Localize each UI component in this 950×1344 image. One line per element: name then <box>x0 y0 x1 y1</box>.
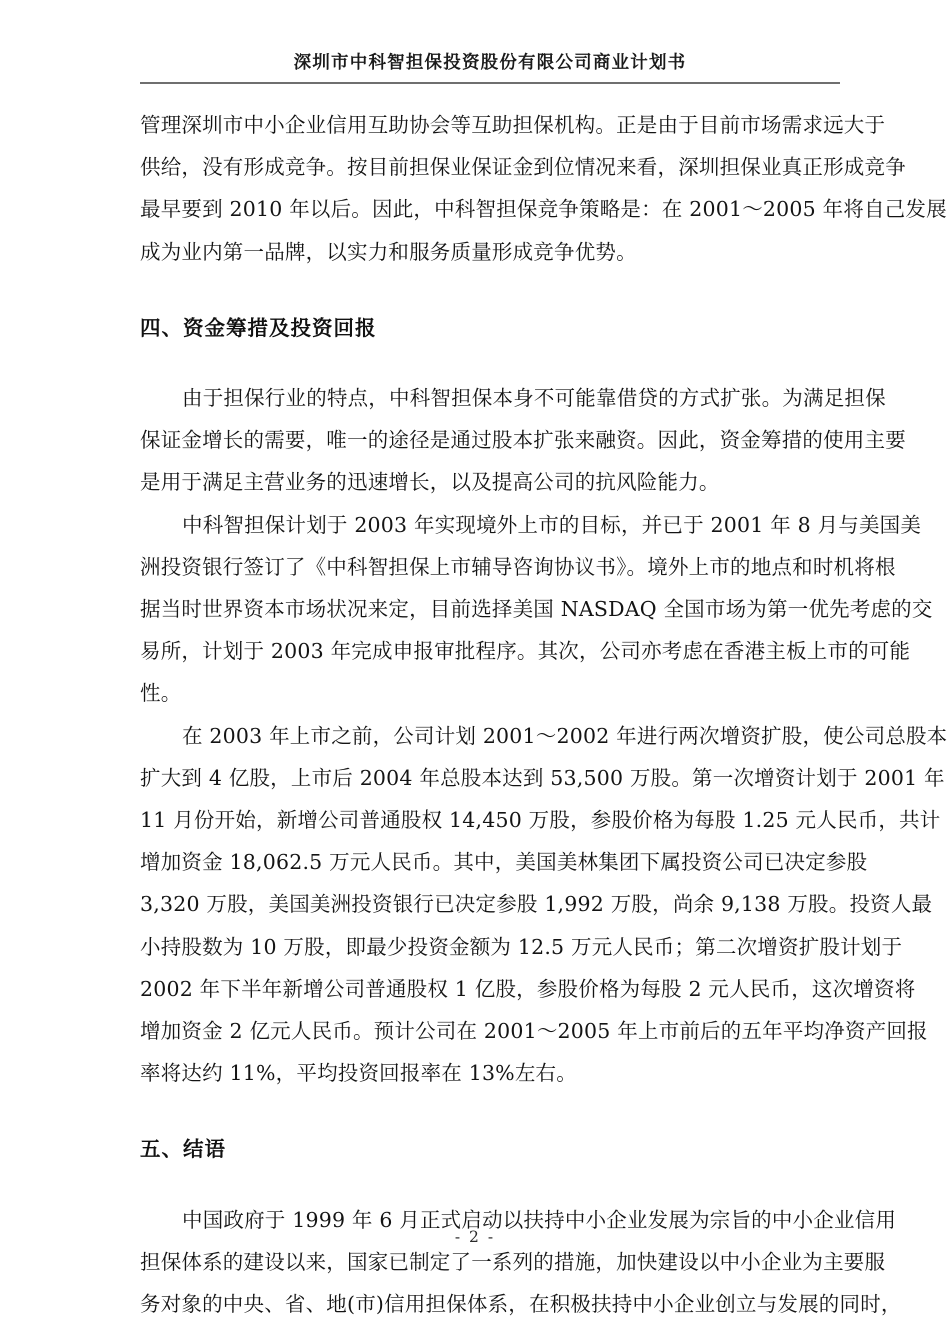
spacer <box>140 273 840 307</box>
spacer <box>140 1094 840 1128</box>
header-title: 深圳市中科智担保投资股份有限公司商业计划书 <box>293 53 687 73</box>
spacer <box>140 349 840 377</box>
header-divider <box>140 82 840 84</box>
text-line: 最早要到 2010 年以后。因此，中科智担保竞争策略是：在 2001～2005 年将自己发展 <box>140 197 947 222</box>
text-line: 中国政府于 1999 年 6 月正式启动以扶持中小企业发展为宗旨的中小企业信用 <box>182 1207 897 1232</box>
text-line: 担保体系的建设以来，国家已制定了一系列的措施，加快建设以中小企业为主要服 <box>140 1249 886 1274</box>
document-body <box>140 104 948 1325</box>
text-line: 成为业内第一品牌，以实力和服务质量形成竞争优势。 <box>140 239 637 264</box>
text-line: 扩大到 4 亿股，上市后 2004 年总股本达到 53,500 万股。第一次增资计划于 2001 年 <box>140 765 945 790</box>
text-line: 小持股数为 10 万股，即最少投资金额为 12.5 万元人民币；第二次增资扩股计划于 <box>140 934 903 959</box>
text-line: 率将达约 11%，平均投资回报率在 13%左右。 <box>140 1061 577 1086</box>
page-header <box>140 52 840 84</box>
text-line: 由于担保行业的特点，中科智担保本身不可能靠借贷的方式扩张。为满足担保 <box>182 386 886 411</box>
paragraph-capital-increase <box>140 715 948 1095</box>
text-line: 据当时世界资本市场状况来定，目前选择美国 NASDAQ 全国市场为第一优先考虑的交 <box>140 597 933 622</box>
text-line: 是用于满足主营业务的迅速增长，以及提高公司的抗风险能力。 <box>140 470 720 495</box>
text-line: 供给，没有形成竞争。按目前担保业保证金到位情况来看，深圳担保业真正形成竞争 <box>140 155 906 180</box>
text-line: 易所，计划于 2003 年完成申报审批程序。其次，公司亦考虑在香港主板上市的可能 <box>140 639 911 664</box>
paragraph-listing-plan <box>140 504 933 715</box>
spacer <box>140 1171 840 1199</box>
paragraph-funding-purpose <box>140 377 906 504</box>
paragraph-conclusion <box>140 1199 902 1326</box>
text-line: 11 月份开始，新增公司普通股权 14,450 万股，参股价格为每股 1.25 元人民币，共计 <box>140 808 941 833</box>
text-line: 性。 <box>140 681 182 706</box>
text-line: 保证金增长的需要，唯一的途径是通过股本扩张来融资。因此，资金筹措的使用主要 <box>140 428 906 453</box>
text-line: 务对象的中央、省、地(市)信用担保体系，在积极扶持中小企业创立与发展的同时， <box>140 1292 902 1317</box>
text-line: 3,320 万股，美国美洲投资银行已决定参股 1,992 万股，尚余 9,138 万股。投资人最 <box>140 892 933 917</box>
section-heading-four: 四、资金筹措及投资回报 <box>140 315 377 340</box>
text-line: 洲投资银行签订了《中科智担保上市辅导咨询协议书》。境外上市的地点和时机将根 <box>140 554 896 579</box>
paragraph-continuation <box>140 104 947 273</box>
page-number: - 2 - <box>454 1228 496 1246</box>
text-line: 管理深圳市中小企业信用互助协会等互助担保机构。正是由于目前市场需求远大于 <box>140 113 886 137</box>
text-line: 在 2003 年上市之前，公司计划 2001～2002 年进行两次增资扩股，使公司总股本 <box>182 723 948 748</box>
text-line: 中科智担保计划于 2003 年实现境外上市的目标，并已于 2001 年 8 月与美国美 <box>182 512 922 537</box>
text-line: 2002 年下半年新增公司普通股权 1 亿股，参股价格为每股 2 元人民币，这次增资将 <box>140 976 916 1001</box>
section-heading-five: 五、结语 <box>140 1137 226 1162</box>
text-line: 增加资金 2 亿元人民币。预计公司在 2001～2005 年上市前后的五年平均净资产回报 <box>140 1019 928 1044</box>
text-line: 增加资金 18,062.5 万元人民币。其中，美国美林集团下属投资公司已决定参股 <box>140 850 868 875</box>
